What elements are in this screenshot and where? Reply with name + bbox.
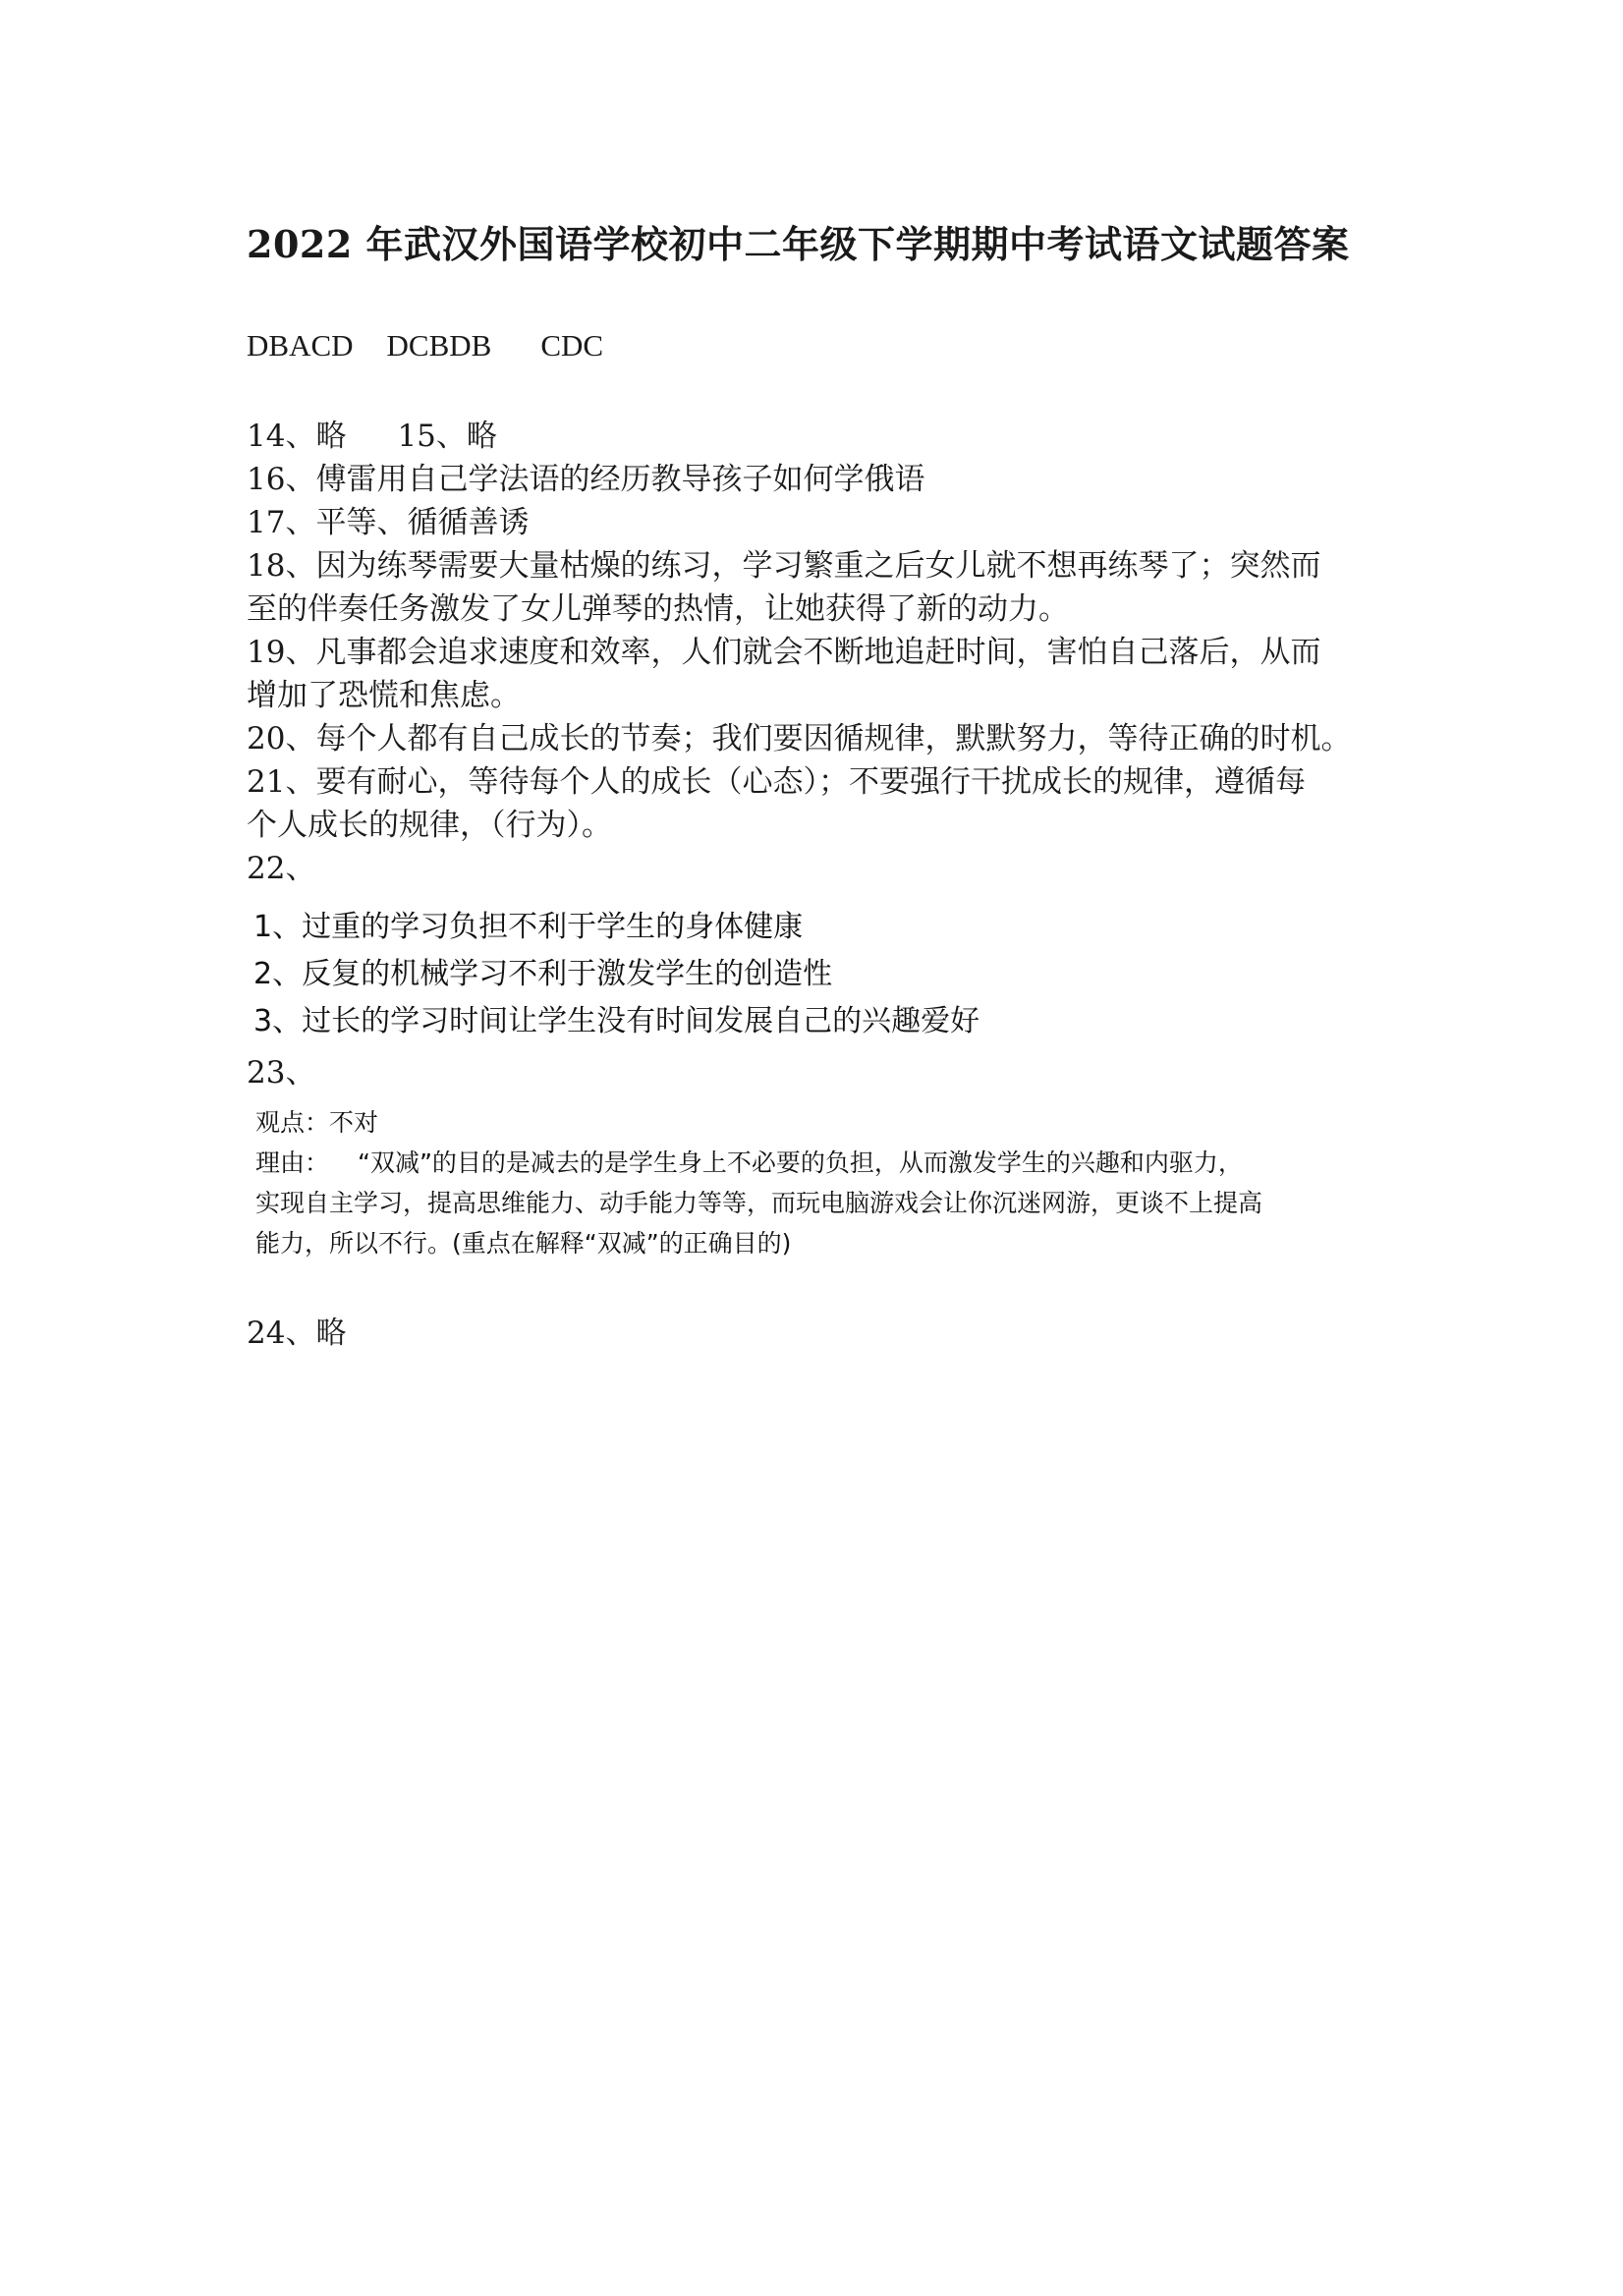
answer-17: 17、平等、循循善诱: [247, 505, 530, 540]
answer-22-item: 2、反复的机械学习不利于激发学生的创造性: [253, 957, 833, 991]
answer-23-reason-line-2: 实现自主学习，提高思维能力、动手能力等等，而玩电脑游戏会让你沉迷网游，更谈不上提高: [255, 1189, 1263, 1217]
mc-group-2: DCBDB: [386, 328, 492, 363]
answer-21-line-2: 个人成长的规律，（行为）。: [247, 808, 612, 843]
answer-21-line-1: 21、要有耐心，等待每个人的成长（心态）；不要强行干扰成长的规律，遵循每: [247, 764, 1306, 800]
answer-23-reason-text: “双减”的目的是减去的是学生身上不必要的负担，从而激发学生的兴趣和内驱力，: [358, 1148, 1243, 1177]
answer-24: 24、略: [247, 1316, 347, 1351]
answer-23-body: [255, 1102, 1262, 1263]
mc-group-1: DBACD: [247, 328, 354, 363]
answer-23-reason-line-1: [255, 1143, 1262, 1183]
answer-19-line-2: 增加了恐慌和焦虑。: [247, 678, 521, 713]
answer-23-label: 23、: [247, 1055, 316, 1091]
answer-18-line-2: 至的伴奏任务激发了女儿弹琴的热情，让她获得了新的动力。: [247, 591, 1069, 627]
answer-19-line-1: 19、凡事都会追求速度和效率，人们就会不断地追赶时间，害怕自己落后，从而: [247, 635, 1321, 670]
document-title: 2022 年武汉外国语学校初中二年级下学期期中考试语文试题答案: [247, 222, 1350, 266]
answer-14-15: [247, 415, 1406, 458]
answer-18-line-1: 18、因为练琴需要大量枯燥的练习，学习繁重之后女儿就不想再练琴了；突然而: [247, 548, 1321, 584]
answer-23-reason-line-3: 能力，所以不行。(重点在解释“双减”的正确目的): [255, 1229, 792, 1258]
answer-23-viewpoint: 观点：不对: [255, 1108, 379, 1137]
answer-22-item: 1、过重的学习负担不利于学生的身体健康: [253, 910, 804, 944]
answer-15: 15、略: [397, 419, 497, 454]
answer-22-label: 22、: [247, 851, 316, 886]
answer-22-items: [253, 904, 979, 1045]
answer-14: 14、略: [247, 419, 347, 454]
answer-20: 20、每个人都有自己成长的节奏；我们要因循规律，默默努力，等待正确的时机。: [247, 721, 1352, 756]
mc-group-3: CDC: [540, 328, 604, 363]
answer-16: 16、傅雷用自己学法语的经历教导孩子如何学俄语: [247, 462, 925, 497]
multiple-choice-answers: [247, 328, 603, 364]
answer-22-item: 3、过长的学习时间让学生没有时间发展自己的兴趣爱好: [253, 1004, 980, 1038]
answer-list: [247, 415, 1406, 890]
answer-23-reason-head: 理由：: [255, 1148, 330, 1177]
